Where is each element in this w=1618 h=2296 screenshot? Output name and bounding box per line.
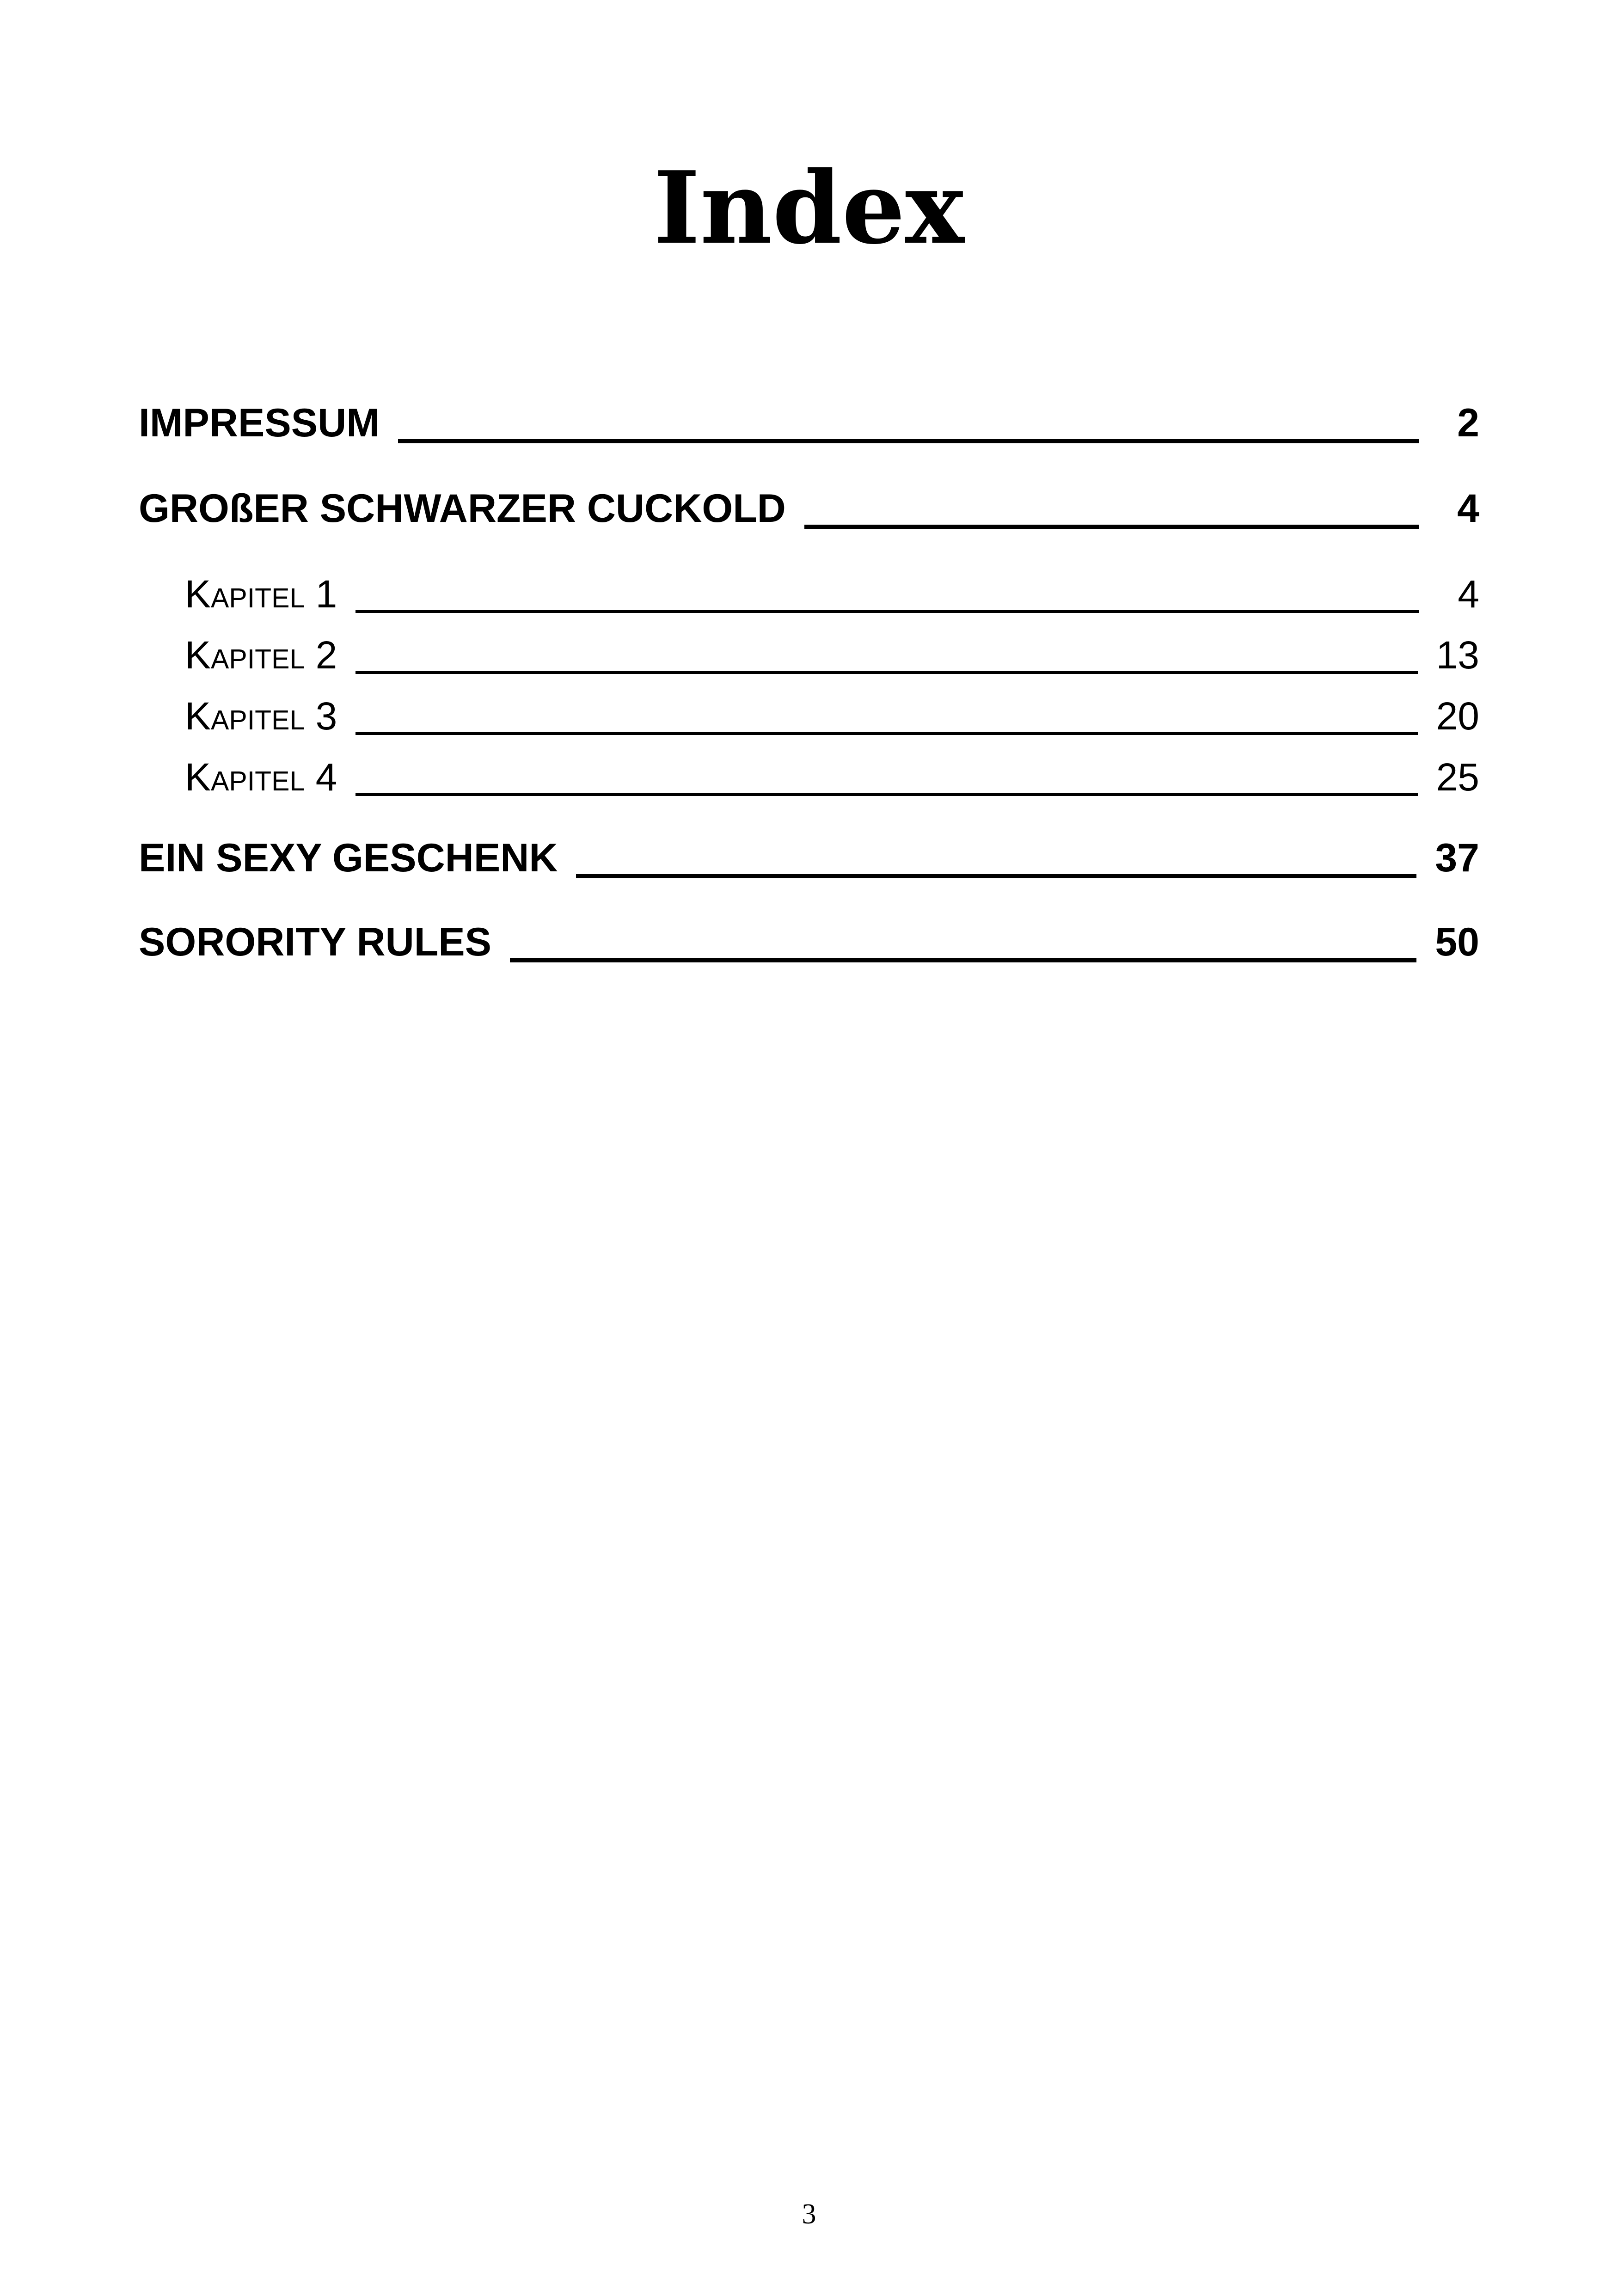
toc-entry-grosser-schwarzer-cuckold[interactable] [139,476,1479,541]
toc-entry-label: Kapitel 2 [185,633,337,677]
toc-entry-kapitel-1[interactable] [185,564,1479,624]
toc-entry-kapitel-2[interactable] [185,625,1479,685]
toc-page-number: 25 [1436,755,1479,799]
page-title: Index [653,149,965,266]
toc-entry-label: GROßER SCHWARZER CUCKOLD [139,486,786,531]
toc-entry-label: SORORITY RULES [139,920,491,964]
toc-entry-kapitel-4[interactable] [185,747,1479,807]
toc-leader-line [398,439,1419,443]
toc-leader-line [355,793,1417,796]
toc-leader-line [355,732,1417,735]
toc-entry-label: EIN SEXY GESCHENK [139,836,558,880]
toc-entry-ein-sexy-geschenk[interactable] [139,826,1479,890]
toc-leader-line [355,610,1419,613]
toc-leader-line [804,525,1419,529]
toc-page-number: 37 [1435,836,1479,880]
toc-entry-sorority-rules[interactable] [139,910,1479,974]
toc-page-number: 13 [1436,633,1479,677]
toc-entry-label: Kapitel 3 [185,694,337,738]
toc-page-number: 4 [1458,572,1479,616]
toc-page-number: 4 [1457,486,1479,531]
toc-leader-line [355,671,1417,674]
toc-entry-label: IMPRESSUM [139,401,380,445]
toc-entry-label: Kapitel 1 [185,572,337,616]
toc-entry-label: Kapitel 4 [185,755,337,799]
toc-page-number: 2 [1457,401,1479,445]
toc-leader-line [576,874,1416,878]
toc-entry-kapitel-3[interactable] [185,686,1479,746]
page-number: 3 [802,2198,816,2230]
toc-entry-impressum[interactable] [139,391,1479,455]
toc-page-number: 20 [1436,694,1479,738]
toc-leader-line [510,958,1416,962]
toc-page-number: 50 [1435,920,1479,964]
